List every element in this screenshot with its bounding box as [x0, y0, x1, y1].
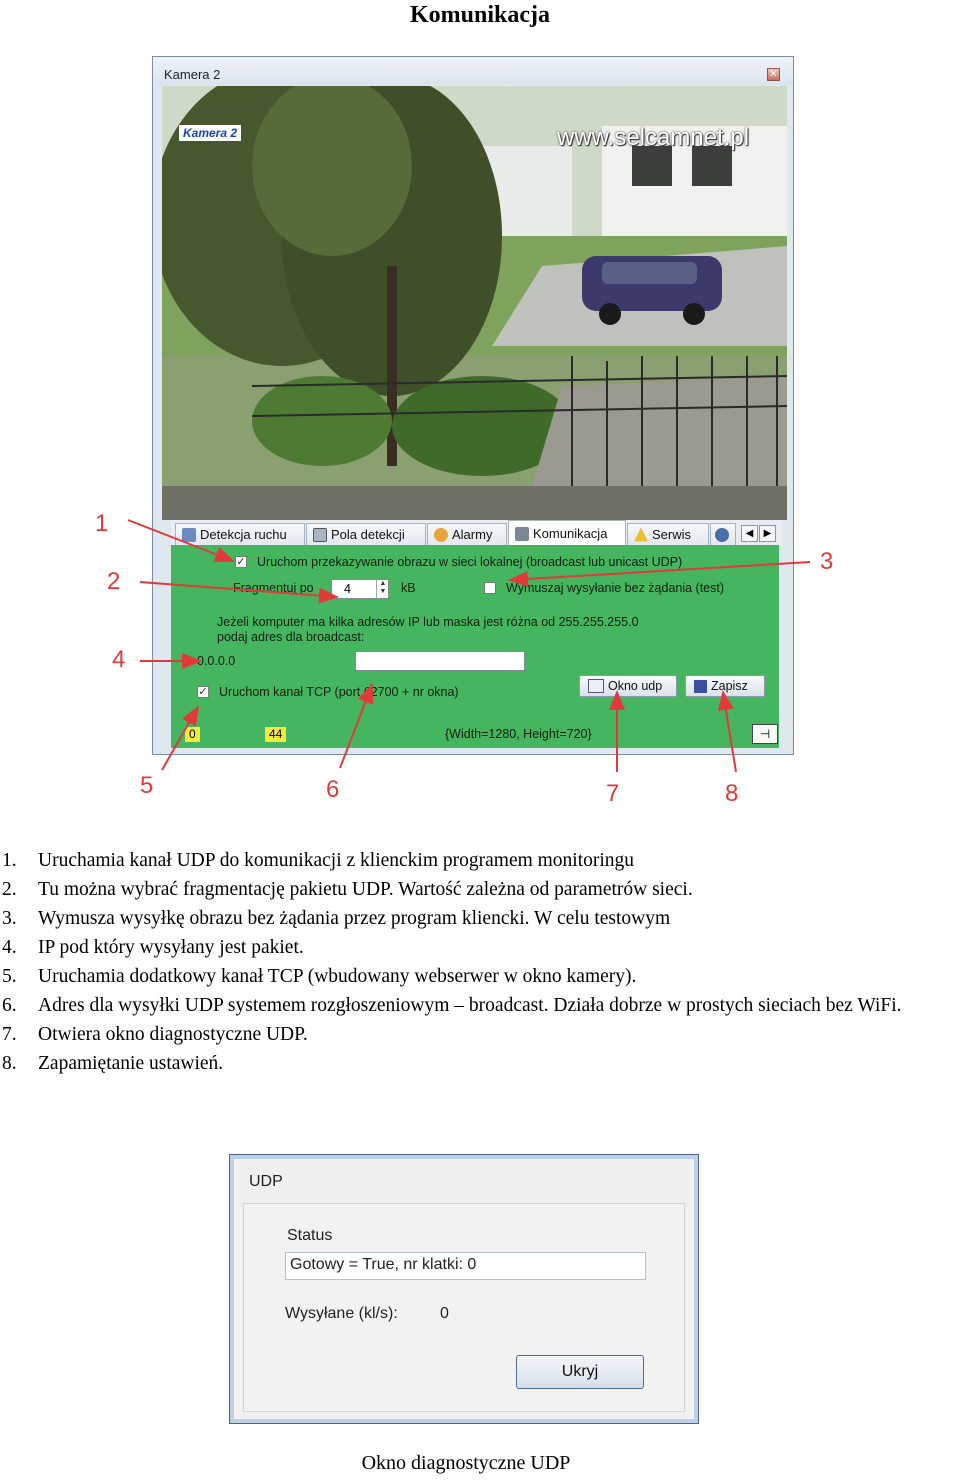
list-text: Wymusza wysyłkę obrazu bez żądania przez program kliencki. W celu testowym [38, 908, 671, 929]
list-number: 4. [2, 937, 17, 958]
tab-scroll-left-icon[interactable]: ◀ [741, 525, 758, 542]
list-item [0, 991, 960, 1020]
udp-status-field[interactable]: Gotowy = True, nr klatki: 0 [285, 1252, 646, 1280]
list-text: Zapamiętanie ustawień. [38, 1053, 224, 1074]
page-title: Komunikacja [409, 2, 550, 28]
list-text: Uruchamia kanał UDP do komunikacji z klienckim programem monitoringu [38, 850, 635, 871]
list-item [0, 875, 960, 904]
list-item [0, 846, 960, 875]
callout-3: 3 [820, 548, 834, 575]
callout-4: 4 [112, 646, 126, 673]
udp-sent-label: Wysyłane (kl/s): [285, 1305, 398, 1322]
tab-label: Komunikacja [533, 526, 608, 541]
broadcast-note-line1: Jeżeli komputer ma kilka adresów IP lub maska jest różna od 255.255.255.0 [217, 615, 639, 629]
ip-address: 0.0.0.0 [197, 654, 236, 668]
tab-scroll-right-icon[interactable]: ▶ [759, 525, 776, 542]
callout-8: 8 [725, 780, 739, 807]
hide-button[interactable]: Ukryj [516, 1355, 644, 1389]
udp-enable-checkbox[interactable]: ✓ [236, 556, 246, 568]
udp-window-button-label: Okno udp [608, 679, 663, 693]
list-number: 6. [2, 995, 17, 1016]
force-send-label: Wymuszaj wysyłanie bez żądania (test) [506, 581, 725, 595]
tcp-enable-checkbox[interactable]: ✓ [198, 686, 208, 698]
watermark: www.selcamnet.pl [557, 124, 750, 151]
udp-window-title: UDP [249, 1173, 283, 1190]
callout-2: 2 [107, 568, 121, 595]
list-text: Adres dla wysyłki UDP systemem rozgłoszeniowym – broadcast. Działa dobrze w prostych sieciach bez WiFi. [38, 995, 902, 1016]
figure-caption: Okno diagnostyczne UDP [361, 1452, 571, 1474]
udp-sent-value: 0 [440, 1305, 449, 1322]
camera-window-title: Kamera 2 [164, 67, 221, 82]
list-number: 3. [2, 908, 17, 929]
list-number: 2. [2, 879, 17, 900]
list-text: Uruchamia dodatkowy kanał TCP (wbudowany webserwer w okno kamery). [38, 966, 637, 987]
list-text: Otwiera okno diagnostyczne UDP. [38, 1024, 308, 1045]
description-list [0, 846, 960, 1078]
tab-label: Serwis [652, 527, 692, 542]
callout-1: 1 [95, 510, 109, 537]
resolution-readout: {Width=1280, Height=720} [445, 727, 592, 741]
callout-7: 7 [606, 780, 620, 807]
list-item [0, 962, 960, 991]
tcp-enable-label: Uruchom kanał TCP (port 62700 + nr okna) [219, 685, 459, 699]
callout-arrow-6 [340, 685, 372, 768]
callout-6: 6 [326, 776, 340, 803]
broadcast-note-line2: podaj adres dla broadcast: [217, 630, 365, 644]
callout-5: 5 [140, 772, 154, 799]
status-value-left: 0 [185, 727, 200, 742]
tab-label: Detekcja ruchu [200, 527, 287, 542]
close-icon[interactable]: ✕ [767, 68, 780, 81]
status-value-mid: 44 [265, 727, 286, 742]
list-item [0, 1020, 960, 1049]
callout-arrow-3 [510, 562, 810, 580]
callout-arrow-5 [162, 707, 198, 770]
list-item [0, 904, 960, 933]
udp-window [229, 1154, 699, 1424]
fragment-label: Fragmentuj po [233, 581, 314, 595]
list-number: 1. [2, 850, 17, 871]
tab-label: Pola detekcji [331, 527, 405, 542]
fragment-value: 4 [344, 582, 351, 596]
list-item [0, 933, 960, 962]
callout-arrow-1 [128, 520, 233, 561]
callout-arrow-2 [140, 582, 337, 597]
stepper-arrows-icon[interactable]: ▲ ▼ [376, 580, 389, 598]
list-text: Tu można wybrać fragmentację pakietu UDP. Wartość zależna od parametrów sieci. [38, 879, 693, 900]
pin-icon[interactable]: ⊣ [752, 724, 778, 744]
tab-label: Alarmy [452, 527, 493, 542]
callout-arrow-8 [723, 692, 736, 772]
list-number: 5. [2, 966, 17, 987]
list-text: IP pod który wysyłany jest pakiet. [38, 937, 304, 958]
camera-overlay-label: Kamera 2 [179, 125, 241, 141]
udp-enable-label: Uruchom przekazywanie obrazu w sieci lokalnej (broadcast lub unicast UDP) [257, 555, 683, 569]
fragment-unit: kB [401, 581, 416, 595]
list-number: 8. [2, 1053, 17, 1074]
list-item [0, 1049, 960, 1078]
save-button-label: Zapisz [711, 679, 748, 693]
list-number: 7. [2, 1024, 17, 1045]
udp-status-label: Status [287, 1227, 333, 1244]
